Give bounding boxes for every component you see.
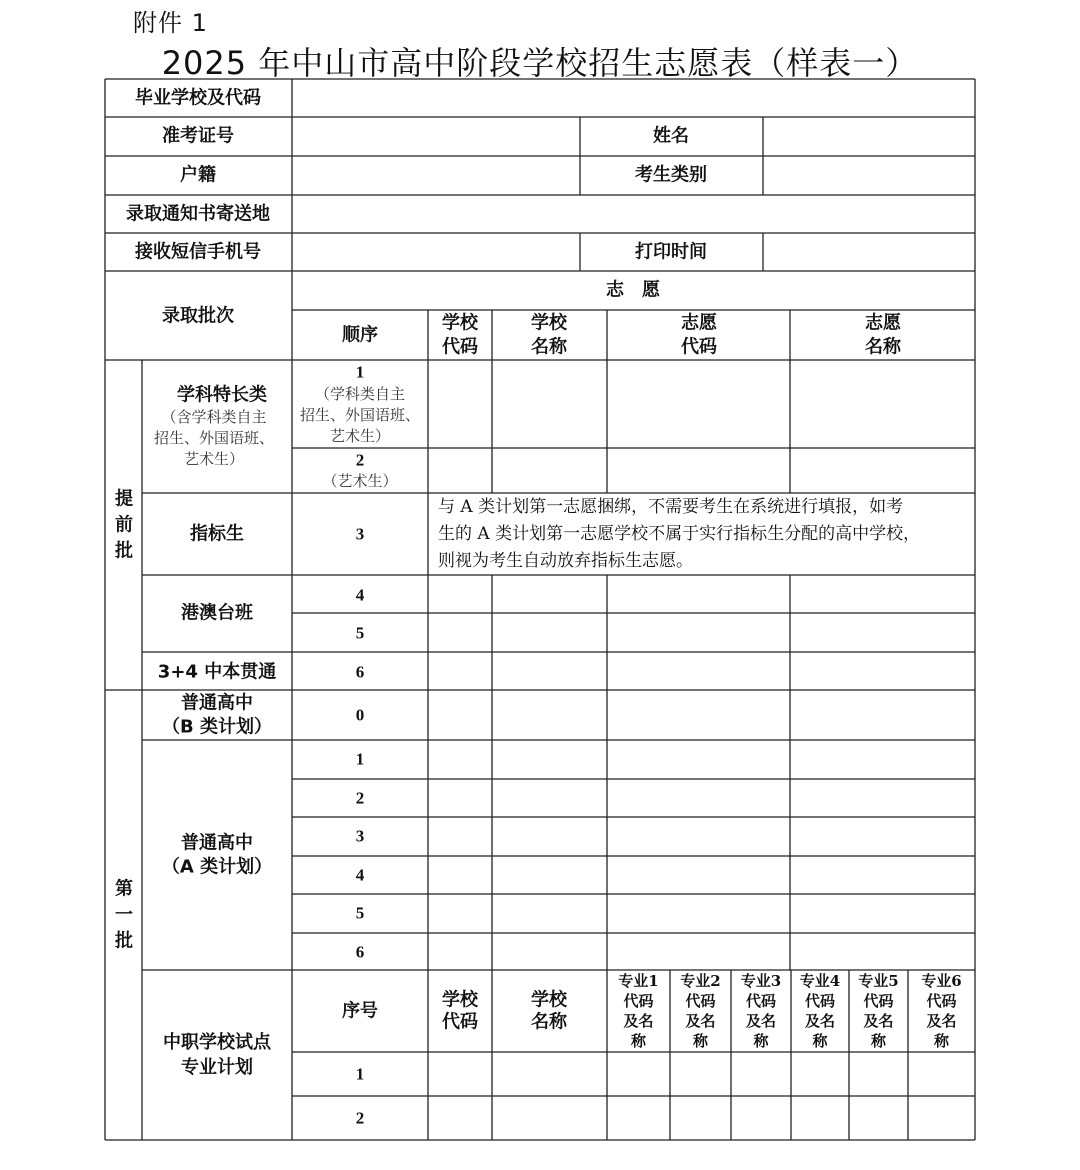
graduation-school-label: 毕业学校及代码 xyxy=(135,87,261,109)
major-header-5: 专业5 xyxy=(858,972,899,990)
a-plan-title: 普通高中 xyxy=(181,832,253,854)
specialty-row1-num: 1 xyxy=(355,362,365,382)
vocational-school-code-header: 代码 xyxy=(442,1011,478,1033)
major-header-6: 及名 xyxy=(926,1012,957,1030)
exam-id-label: 准考证号 xyxy=(162,125,234,147)
quota-note: 与 A 类计划第一志愿捆绑，不需要考生在系统进行填报，如考 xyxy=(438,497,904,517)
first-batch-label: 批 xyxy=(115,930,133,952)
hkmt-num-4: 4 xyxy=(355,585,365,605)
quota-title: 指标生 xyxy=(190,523,244,545)
specialty-row2-num: 2 xyxy=(355,450,365,470)
early-batch-label: 前 xyxy=(115,514,133,536)
a-plan-num: 2 xyxy=(355,788,365,808)
table-text xyxy=(115,87,962,1128)
school-code-header: 学校 xyxy=(442,312,478,334)
household-label: 户籍 xyxy=(180,164,216,186)
b-plan-title: （B 类计划） xyxy=(162,716,272,738)
specialty-row1-sub: 艺术生） xyxy=(329,427,391,445)
major-header-4: 代码 xyxy=(804,992,836,1010)
batch-header: 录取批次 xyxy=(162,305,234,327)
major-header-3: 称 xyxy=(753,1032,769,1050)
major-header-2: 称 xyxy=(692,1032,709,1050)
major-header-2: 专业2 xyxy=(680,972,721,990)
major-header-2: 及名 xyxy=(685,1012,716,1030)
major-header-2: 代码 xyxy=(685,992,716,1010)
school-name-header: 学校 xyxy=(531,312,567,334)
a-plan-num: 1 xyxy=(355,749,365,769)
major-header-3: 及名 xyxy=(745,1012,777,1030)
a-plan-num: 6 xyxy=(355,942,365,962)
print-time-label: 打印时间 xyxy=(635,241,707,263)
volunteer-header: 志 愿 xyxy=(606,279,660,301)
major-header-1: 专业1 xyxy=(618,972,659,990)
vol-code-header: 志愿 xyxy=(681,312,717,334)
major-header-5: 称 xyxy=(870,1032,887,1050)
sms-phone-label: 接收短信手机号 xyxy=(135,241,261,263)
major-header-5: 及名 xyxy=(863,1012,894,1030)
school-code-header: 代码 xyxy=(442,336,478,358)
quota-note: 生的 A 类计划第一志愿学校不属于实行指标生分配的高中学校， xyxy=(438,524,921,544)
hkmt-num-5: 5 xyxy=(355,623,365,643)
a-plan-num: 4 xyxy=(355,865,365,885)
vocational-school-name-header: 学校 xyxy=(531,989,567,1011)
major-header-6: 代码 xyxy=(926,992,957,1010)
a-plan-num: 5 xyxy=(355,903,365,923)
first-batch-label: 第 xyxy=(115,878,133,900)
major-header-4: 专业4 xyxy=(799,972,841,990)
vol-name-header: 名称 xyxy=(865,336,901,358)
specialty-sub: 艺术生） xyxy=(183,450,245,468)
through-title: 3+4 中本贯通 xyxy=(157,661,277,683)
vol-code-header: 代码 xyxy=(681,336,717,358)
major-header-4: 称 xyxy=(812,1032,828,1050)
early-batch-label: 提 xyxy=(115,488,133,510)
quota-note: 则视为考生自动放弃指标生志愿。 xyxy=(438,551,693,571)
major-header-6: 称 xyxy=(933,1032,950,1050)
specialty-title: 学科特长类 xyxy=(177,384,267,406)
major-header-3: 代码 xyxy=(745,992,777,1010)
notice-address-label: 录取通知书寄送地 xyxy=(126,203,270,225)
quota-num: 3 xyxy=(355,524,365,544)
vol-name-header: 志愿 xyxy=(865,312,901,334)
a-plan-num: 3 xyxy=(355,826,365,846)
major-header-4: 及名 xyxy=(804,1012,836,1030)
attachment-label: 附件 1 xyxy=(133,9,208,37)
major-header-5: 代码 xyxy=(863,992,894,1010)
vocational-school-name-header: 名称 xyxy=(531,1011,567,1033)
specialty-row1-sub: 招生、外国语班、 xyxy=(299,406,421,424)
vocational-num-2: 2 xyxy=(355,1108,365,1128)
order-header: 顺序 xyxy=(342,324,378,346)
candidate-type-label: 考生类别 xyxy=(635,164,707,186)
specialty-row2-sub: （艺术生） xyxy=(322,472,398,490)
major-header-6: 专业6 xyxy=(921,972,962,990)
early-batch-label: 批 xyxy=(115,540,133,562)
major-header-3: 专业3 xyxy=(740,972,782,990)
through-num: 6 xyxy=(355,662,365,682)
vocational-seq-header: 序号 xyxy=(342,1000,378,1022)
name-label: 姓名 xyxy=(653,125,689,147)
specialty-sub: （含学科类自主 xyxy=(161,408,267,426)
specialty-row1-sub: （学科类自主 xyxy=(314,385,406,403)
school-name-header: 名称 xyxy=(531,336,567,358)
b-plan-title: 普通高中 xyxy=(181,692,253,714)
vocational-school-code-header: 学校 xyxy=(442,989,478,1011)
major-header-1: 称 xyxy=(630,1032,647,1050)
major-header-1: 代码 xyxy=(623,992,654,1010)
vocational-title: 专业计划 xyxy=(181,1057,253,1078)
hkmt-title: 港澳台班 xyxy=(181,602,253,624)
vocational-title: 中职学校试点 xyxy=(163,1032,271,1053)
b-plan-num: 0 xyxy=(355,705,365,725)
page-title: 2025 年中山市高中阶段学校招生志愿表（样表一） xyxy=(161,44,919,82)
major-header-1: 及名 xyxy=(623,1012,654,1030)
a-plan-title: （A 类计划） xyxy=(161,856,273,878)
first-batch-label: 一 xyxy=(115,904,133,926)
specialty-sub: 招生、外国语班、 xyxy=(153,429,275,447)
vocational-num-1: 1 xyxy=(355,1064,365,1084)
